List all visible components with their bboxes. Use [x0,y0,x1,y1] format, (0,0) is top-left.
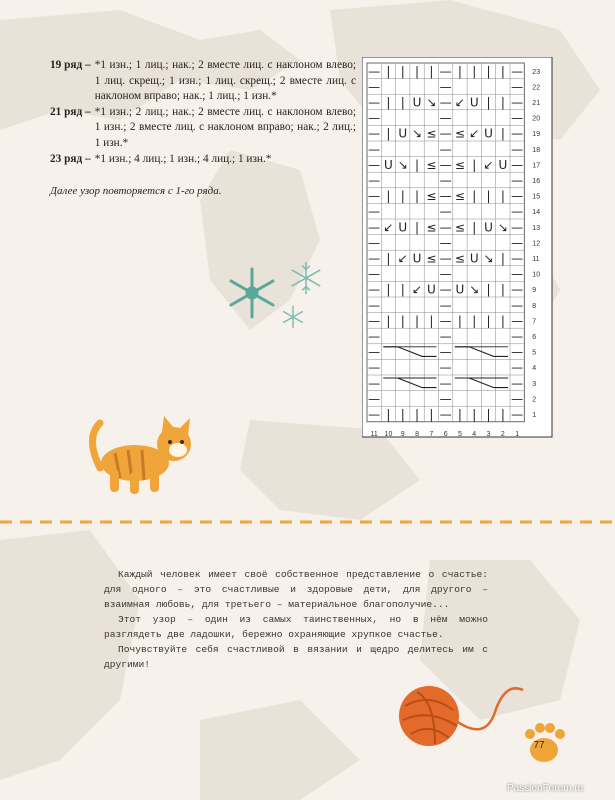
column-number: 5 [457,430,462,438]
row-number: 3 [532,380,537,388]
chart-symbol: — [511,267,524,282]
chart-symbol: | [400,407,405,422]
chart-symbol: | [386,251,391,266]
chart-symbol: — [368,376,381,391]
chart-symbol: — [511,298,524,313]
chart-symbol: | [386,126,391,141]
chart-symbol: | [415,189,420,204]
chart-symbol: — [368,189,381,204]
chart-symbol: | [400,64,405,79]
row-number: 20 [532,115,541,123]
chart-symbol: | [500,126,505,141]
instruction-row-21 [50,105,356,152]
chart-symbol: | [386,189,391,204]
chart-symbol: | [486,95,491,110]
chart-symbol: ≤ [454,126,465,141]
chart-symbol: — [368,345,381,360]
chart-symbol: — [439,329,452,344]
chart-symbol: | [500,189,505,204]
chart-symbol: | [500,64,505,79]
chart-symbol: ↙ [454,95,465,110]
column-number: 10 [384,430,393,438]
chart-symbol: — [439,235,452,250]
chart-symbol: — [511,282,524,297]
chart-symbol: | [415,407,420,422]
row-number: 14 [532,209,541,217]
chart-symbol: — [511,345,524,360]
chart-symbol: ≤ [426,157,437,172]
chart-symbol: ↙ [469,126,480,141]
chart-symbol: ↘ [397,157,408,172]
chart-symbol: | [500,282,505,297]
row-number: 16 [532,178,541,185]
row-number: 10 [532,271,541,279]
chart-symbol: U [484,220,493,235]
column-number: 4 [472,430,477,438]
chart-symbol: U [398,220,408,235]
chart-symbol: — [439,282,452,297]
row-number: 23 [532,68,541,76]
column-number: 2 [500,430,505,438]
chart-symbol: — [439,267,452,282]
row-number: 21 [532,100,541,107]
chart-symbol: — [511,204,524,219]
chart-symbol: — [439,204,452,219]
chart-symbol: ≤ [454,251,465,266]
yarn-ball-icon [395,672,525,752]
knitting-chart [362,57,554,439]
chart-symbol: ↘ [483,251,494,266]
knitting-instructions [50,58,356,200]
chart-symbol: ↙ [397,251,408,266]
snowflake-icon [224,265,280,321]
chart-symbol: — [368,111,381,126]
column-number: 7 [429,430,434,438]
chart-symbol: | [386,95,391,110]
chart-symbol: — [439,111,452,126]
chart-symbol: — [439,376,452,391]
chart-symbol: | [386,313,391,328]
chart-symbol: — [511,407,524,422]
row-label: 23 ряд – [50,152,91,165]
chart-symbol: — [439,407,452,422]
chart-symbol: | [472,189,477,204]
chart-symbol: — [368,79,381,94]
chart-symbol: | [486,282,491,297]
chart-symbol: U [455,282,465,297]
chart-symbol: ≤ [454,220,465,235]
chart-symbol: | [500,313,505,328]
chart-symbol: | [400,189,405,204]
chart-symbol: | [486,189,491,204]
instruction-row-19 [50,58,356,105]
row-number: 9 [532,287,537,295]
chart-symbol: — [368,282,381,297]
chart-symbol: — [439,360,452,375]
chart-symbol: | [386,407,391,422]
chart-symbol: ↘ [426,95,437,110]
chart-symbol: — [368,329,381,344]
chart-symbol: — [439,142,452,157]
chart-symbol: | [472,220,477,235]
row-number: 17 [532,162,541,170]
chart-symbol: | [400,313,405,328]
chart-symbol: — [439,157,452,172]
chart-symbol: | [415,313,420,328]
column-number: 1 [515,430,520,438]
chart-symbol: — [439,189,452,204]
chart-symbol: — [439,220,452,235]
row-number: 22 [532,84,541,92]
chart-symbol: — [439,173,452,188]
dashed-divider [0,520,615,524]
chart-symbol: — [511,126,524,141]
chart-symbol: U [398,126,408,141]
chart-symbol: — [511,220,524,235]
chart-symbol: | [415,220,420,235]
chart-symbol: ≤ [426,220,437,235]
chart-symbol: U [412,95,422,110]
chart-symbol: ↘ [469,282,480,297]
chart-symbol: — [511,79,524,94]
story-paragraph: Этот узор – один из самых таинственных, но в нём можно разглядеть две ладошки, бережно охраняющие хрупкое счастье. [104,614,488,640]
chart-symbol: U [469,95,479,110]
chart-symbol: ≤ [426,189,437,204]
chart-symbol: — [368,407,381,422]
chart-symbol: — [511,173,524,188]
row-number: 4 [532,365,537,373]
column-number: 6 [443,430,448,438]
chart-symbol: | [486,64,491,79]
chart-symbol: — [439,298,452,313]
chart-symbol: | [400,282,405,297]
chart-symbol: | [472,407,477,422]
row-number: 19 [532,131,541,139]
chart-symbol: — [439,251,452,266]
chart-symbol: — [511,235,524,250]
chart-symbol: — [511,189,524,204]
chart-symbol: U [498,157,508,172]
chart-symbol: | [486,407,491,422]
snowflake-icon [279,303,307,331]
row-number: 15 [532,193,541,201]
row-number: 2 [532,396,537,404]
chart-symbol: U [484,126,493,141]
chart-symbol: | [500,251,505,266]
chart-symbol: ≤ [426,126,437,141]
watermark: PassionForum.ru [507,783,584,794]
chart-symbol: ↙ [483,157,494,172]
chart-symbol: — [511,360,524,375]
chart-symbol: U [384,157,393,172]
row-number: 8 [532,302,537,310]
row-number: 18 [532,146,541,154]
chart-symbol: | [386,282,391,297]
chart-symbol: — [368,220,381,235]
snowflake-icon [287,259,325,297]
chart-symbol: | [472,64,477,79]
row-number: 5 [532,349,537,357]
chart-symbol: — [368,235,381,250]
chart-symbol: — [368,95,381,110]
row-text: *1 изн.; 2 лиц.; нак.; 2 вместе лиц. с наклоном влево; 1 изн.; 2 вместе лиц. с наклоном вправо; нак.; 2 лиц.; 1 изн.* [94,105,356,149]
chart-symbol: | [457,64,462,79]
chart-symbol: | [415,64,420,79]
repeat-note: Далее узор повторяется с 1-го ряда. [50,185,222,198]
chart-symbol: | [457,407,462,422]
row-text: *1 изн.; 4 лиц.; 1 изн.; 4 лиц.; 1 изн.* [94,152,272,165]
row-number: 6 [532,334,537,341]
chart-symbol: — [368,204,381,219]
row-number: 1 [532,412,537,419]
chart-symbol: | [500,95,505,110]
row-number: 13 [532,224,541,232]
column-number: 11 [370,430,378,438]
row-text: *1 изн.; 1 лиц.; нак.; 2 вместе лиц. с наклоном влево; 1 лиц. скрещ.; 1 изн.; 1 лиц. скрещ.; 2 вместе лиц. с наклоном вправо; нак.; 1 лиц.; 1 изн.* [94,59,356,103]
story-paragraph: Каждый человек имеет своё собственное представление о счастье: для одного – это счастливые и здоровые дети, для другого – взаимная любовь, для третьего – материальное благополучие... [104,569,488,610]
chart-symbol: ≤ [454,189,465,204]
chart-symbol: | [415,157,420,172]
chart-symbol: ↘ [497,220,508,235]
column-number: 8 [415,430,420,438]
chart-symbol: ≤ [426,251,437,266]
chart-symbol: — [439,95,452,110]
chart-symbol: | [386,64,391,79]
chart-symbol: — [368,142,381,157]
chart-symbol: — [439,391,452,406]
chart-symbol: — [368,173,381,188]
chart-symbol: — [439,313,452,328]
chart-symbol: — [368,126,381,141]
chart-symbol: — [368,267,381,282]
chart-symbol: | [472,313,477,328]
chart-symbol: — [511,64,524,79]
chart-symbol: U [469,251,479,266]
chart-symbol: — [511,391,524,406]
chart-symbol: — [511,142,524,157]
row-label: 19 ряд – [50,59,91,71]
chart-symbol: | [429,64,434,79]
chart-symbol: — [368,391,381,406]
chart-symbol: — [511,376,524,391]
chart-symbol: | [472,157,477,172]
chart-symbol: | [429,313,434,328]
chart-symbol: | [400,95,405,110]
instruction-row-23 [50,152,356,168]
column-number: 3 [486,430,491,438]
chart-symbol: — [439,126,452,141]
chart-symbol: — [368,251,381,266]
chart-symbol: — [368,64,381,79]
row-number: 11 [532,256,540,263]
chart-symbol: ↙ [383,220,394,235]
chart-symbol: — [511,251,524,266]
row-number: 12 [532,240,541,248]
chart-symbol: | [486,313,491,328]
chart-symbol: U [412,251,422,266]
chart-symbol: — [511,157,524,172]
cat-icon [80,408,200,498]
chart-symbol: — [368,157,381,172]
chart-symbol: ↘ [412,126,423,141]
chart-symbol: — [511,111,524,126]
chart-symbol: | [429,407,434,422]
story-text [104,567,488,672]
chart-symbol: | [457,313,462,328]
chart-symbol: — [368,360,381,375]
chart-symbol: — [439,345,452,360]
chart-symbol: U [426,282,436,297]
chart-symbol: — [511,329,524,344]
page-number: 77 [533,740,545,751]
chart-symbol: | [500,407,505,422]
row-label: 21 ряд – [50,105,91,118]
chart-symbol: — [368,298,381,313]
chart-symbol: — [511,313,524,328]
chart-symbol: — [368,313,381,328]
row-number: 7 [532,318,537,326]
chart-symbol: — [511,95,524,110]
chart-symbol: — [439,79,452,94]
chart-symbol: ≤ [454,157,465,172]
chart-symbol: — [439,64,452,79]
chart-symbol: ↙ [412,282,423,297]
story-paragraph: Почувствуйте себя счастливой в вязании и щедро делитесь им с другими! [104,644,488,670]
column-number: 9 [400,430,405,438]
